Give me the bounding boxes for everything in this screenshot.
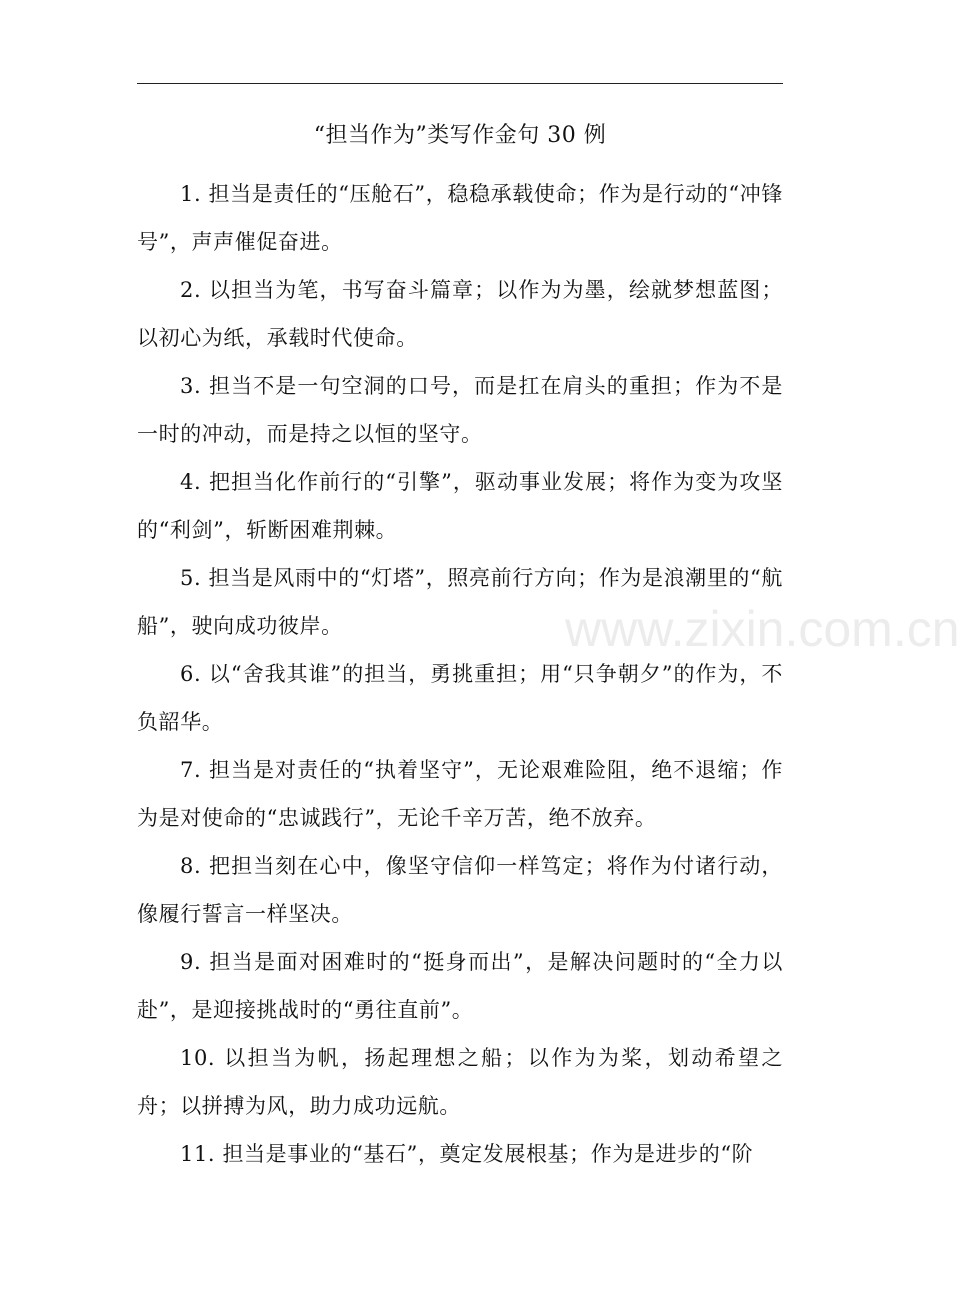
quote-item-10: 10. 以担当为帆，扬起理想之船；以作为为桨，划动希望之舟；以拼搏为风，助力成功远航。: [137, 1046, 783, 1118]
quote-item-3: 3. 担当不是一句空洞的口号，而是扛在肩头的重担；作为不是一时的冲动，而是持之以恒的坚守。: [137, 374, 783, 446]
document-title: “担当作为”类写作金句 30 例: [313, 123, 607, 148]
watermark: www.zixin.com.cn: [565, 601, 960, 657]
quote-item-2: 2. 以担当为笔，书写奋斗篇章；以作为为墨，绘就梦想蓝图；以初心为纸，承载时代使命。: [137, 278, 783, 350]
quote-item-6: 6. 以“舍我其谁”的担当，勇挑重担；用“只争朝夕”的作为，不负韶华。: [137, 662, 783, 734]
quote-item-5: 5. 担当是风雨中的“灯塔”，照亮前行方向；作为是浪潮里的“航船”，驶向成功彼岸。: [137, 566, 783, 638]
quote-item-9: 9. 担当是面对困难时的“挺身而出”，是解决问题时的“全力以赴”，是迎接挑战时的“勇往直前”。: [137, 950, 783, 1022]
quote-item-1: 1. 担当是责任的“压舱石”，稳稳承载使命；作为是行动的“冲锋号”，声声催促奋进。: [137, 182, 783, 254]
quote-item-4: 4. 把担当化作前行的“引擎”，驱动事业发展；将作为变为攻坚的“利剑”，斩断困难荆棘。: [137, 470, 783, 542]
quote-item-7: 7. 担当是对责任的“执着坚守”，无论艰难险阻，绝不退缩；作为是对使命的“忠诚践行”，无论千辛万苦，绝不放弃。: [137, 758, 783, 830]
document-body: [137, 170, 783, 1178]
header-rule: [137, 83, 783, 84]
quote-item-8: 8. 把担当刻在心中，像坚守信仰一样笃定；将作为付诸行动，像履行誓言一样坚决。: [137, 854, 783, 926]
quote-item-11: 11. 担当是事业的“基石”，奠定发展根基；作为是进步的“阶: [180, 1142, 754, 1166]
